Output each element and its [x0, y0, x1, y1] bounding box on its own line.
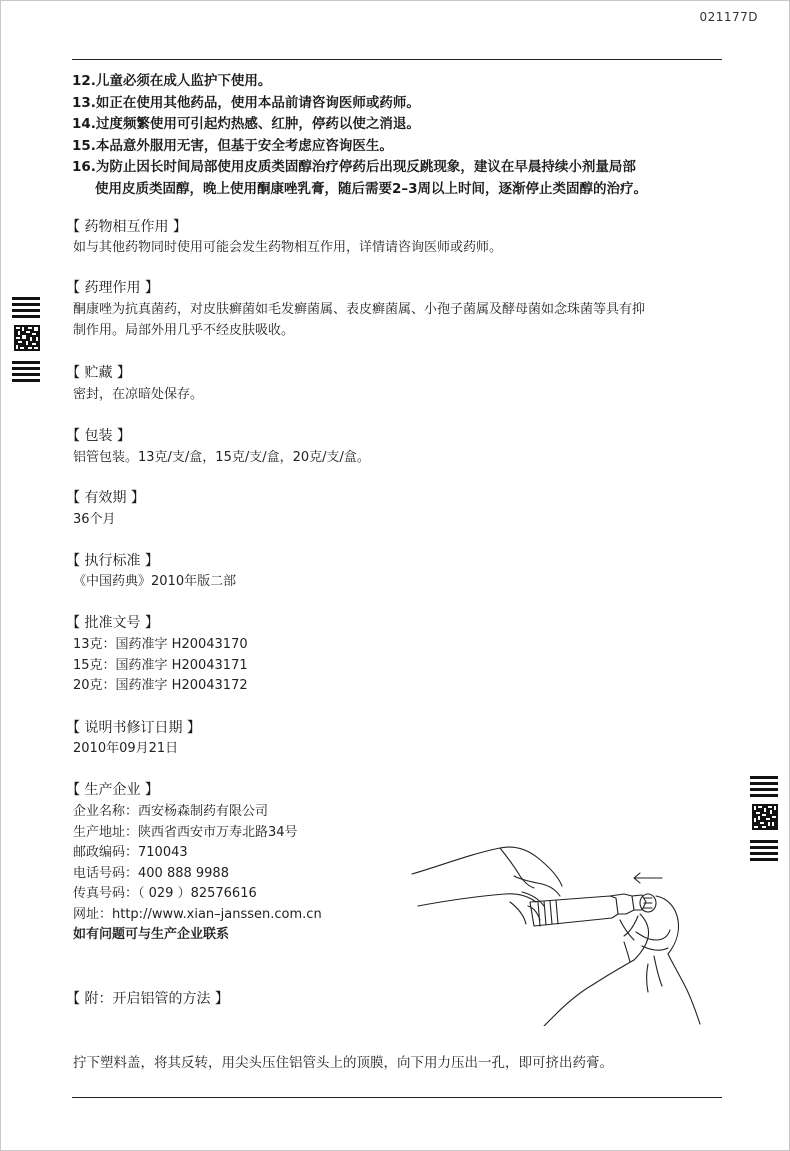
section-body-revision — [73, 739, 178, 760]
bottom-divider — [72, 1097, 722, 1098]
section-body-manufacturer — [73, 802, 322, 946]
barcode-icon — [750, 776, 780, 864]
body-line: 13克：国药准字 H20043170 — [73, 637, 248, 652]
section-title-pharmacology: 【 药理作用 】 — [66, 280, 159, 296]
body-line: 电话号码：400 888 9988 — [73, 865, 229, 881]
warning-item: 14.过度频繁使用可引起灼热感、红肿，停药以使之消退。 — [72, 116, 420, 132]
hand-opening-tube-illustration — [410, 836, 710, 1026]
document-code: 021177D — [699, 10, 758, 24]
section-title-standard: 【 执行标准 】 — [66, 553, 159, 569]
warning-item: 12.儿童必须在成人监护下使用。 — [72, 73, 272, 89]
body-line: 20克：国药准字 H20043172 — [73, 678, 248, 693]
body-line: 《中国药典》2010年版二部 — [73, 574, 237, 589]
warning-item: 16.为防止因长时间局部使用皮质类固醇治疗停药后出现反跳现象，建议在早晨持续小剂量局部 — [72, 159, 636, 175]
body-line: 传真号码：（ 029 ）82576616 — [73, 886, 257, 901]
section-body-approval — [73, 635, 248, 697]
section-title-package: 【 包装 】 — [66, 428, 131, 444]
section-body-pharmacology — [73, 300, 645, 341]
body-line: 网址：http://www.xian–janssen.com.cn — [73, 906, 322, 922]
body-line: 2010年09月21日 — [73, 741, 179, 756]
section-title-manufacturer: 【 生产企业 】 — [66, 782, 159, 798]
body-line: 36个月 — [73, 512, 116, 527]
warning-item: 15.本品意外服用无害，但基于安全考虑应咨询医生。 — [72, 137, 393, 154]
warning-item-continuation: 使用皮质类固醇，晚上使用酮康唑乳膏，随后需要2–3周以上时间，逐渐停止类固醇的治疗。 — [95, 180, 648, 197]
body-line: 密封，在凉暗处保存。 — [73, 387, 204, 402]
body-line: 企业名称：西安杨森制药有限公司 — [73, 804, 269, 819]
body-line: 铝管包装。13克/支/盒，15克/支/盒，20克/支/盒。 — [73, 450, 370, 465]
body-line: 生产地址：陕西省西安市万寿北路34号 — [73, 824, 298, 840]
body-line: 如与其他药物同时使用可能会发生药物相互作用，详情请咨询医师或药师。 — [73, 240, 503, 255]
body-line: 制作用。局部外用几乎不经皮肤吸收。 — [73, 322, 295, 338]
section-title-appendix: 【 附：开启铝管的方法 】 — [66, 991, 229, 1007]
body-line: 15克：国药准字 H20043171 — [73, 657, 248, 673]
qr-pattern — [752, 804, 778, 830]
section-title-revision: 【 说明书修订日期 】 — [66, 720, 201, 736]
body-line: 酮康唑为抗真菌药，对皮肤癣菌如毛发癣菌属、表皮癣菌属、小孢子菌属及酵母菌如念珠菌等具有抑 — [73, 302, 646, 317]
section-title-approval: 【 批准文号 】 — [66, 615, 159, 631]
section-body-standard — [73, 572, 236, 593]
section-body-validity — [73, 510, 116, 531]
barcode-icon — [12, 297, 42, 385]
opening-instruction: 拧下塑料盖，将其反转，用尖头压住铝管头上的顶膜，向下用力压出一孔，即可挤出药膏。 — [73, 1055, 613, 1071]
section-title-validity: 【 有效期 】 — [66, 490, 145, 506]
section-body-storage — [73, 385, 203, 406]
section-body-package — [73, 448, 370, 469]
top-divider — [72, 59, 722, 60]
section-title-storage: 【 贮藏 】 — [66, 365, 131, 381]
section-title-interactions: 【 药物相互作用 】 — [66, 219, 187, 235]
section-body-interactions — [73, 238, 502, 259]
warning-item: 13.如正在使用其他药品，使用本品前请咨询医师或药师。 — [72, 94, 420, 111]
contact-note: 如有问题可与生产企业联系 — [73, 927, 230, 942]
qr-pattern — [14, 325, 40, 351]
warnings-list — [72, 71, 732, 200]
body-line: 邮政编码：710043 — [73, 845, 188, 860]
